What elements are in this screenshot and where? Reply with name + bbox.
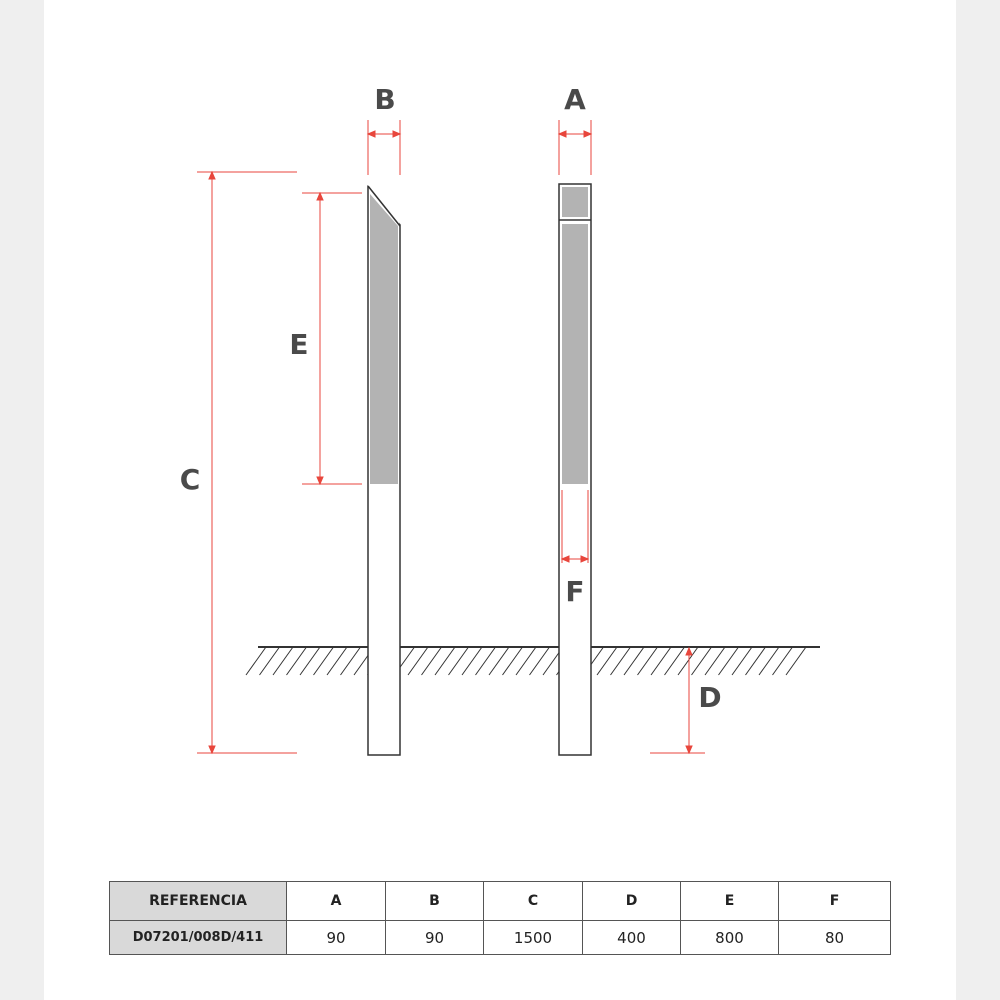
label-d: D	[698, 681, 722, 714]
label-e: E	[289, 328, 309, 361]
cell-a: 90	[287, 921, 386, 955]
post-front-reflective-band	[562, 224, 588, 484]
dimension-e	[302, 193, 362, 484]
cell-f: 80	[779, 921, 891, 955]
cell-c: 1500	[484, 921, 583, 955]
ground-hatching	[246, 647, 806, 675]
table-header-row	[110, 882, 891, 921]
cell-referencia: D07201/008D/411	[110, 921, 287, 955]
post-side-view	[366, 180, 402, 755]
label-c: C	[179, 463, 201, 496]
dimension-d	[650, 648, 705, 753]
header-a: A	[287, 882, 386, 921]
header-d: D	[583, 882, 681, 921]
header-f: F	[779, 882, 891, 921]
header-b: B	[386, 882, 484, 921]
dimension-lines	[197, 120, 705, 753]
post-front-top-band	[562, 187, 588, 217]
table-row	[110, 921, 891, 955]
header-c: C	[484, 882, 583, 921]
label-b: B	[374, 83, 396, 116]
post-side-reflective-band	[370, 194, 398, 484]
label-a: A	[564, 83, 586, 116]
cell-e: 800	[681, 921, 779, 955]
cell-d: 400	[583, 921, 681, 955]
dimension-c	[197, 172, 297, 753]
specification-table	[109, 881, 891, 955]
header-e: E	[681, 882, 779, 921]
post-front-view	[559, 184, 591, 755]
header-referencia: REFERENCIA	[110, 882, 287, 921]
dimension-b	[368, 120, 400, 175]
ground	[246, 647, 820, 675]
cell-b: 90	[386, 921, 484, 955]
dimension-a	[559, 120, 591, 175]
label-f: F	[565, 575, 585, 608]
